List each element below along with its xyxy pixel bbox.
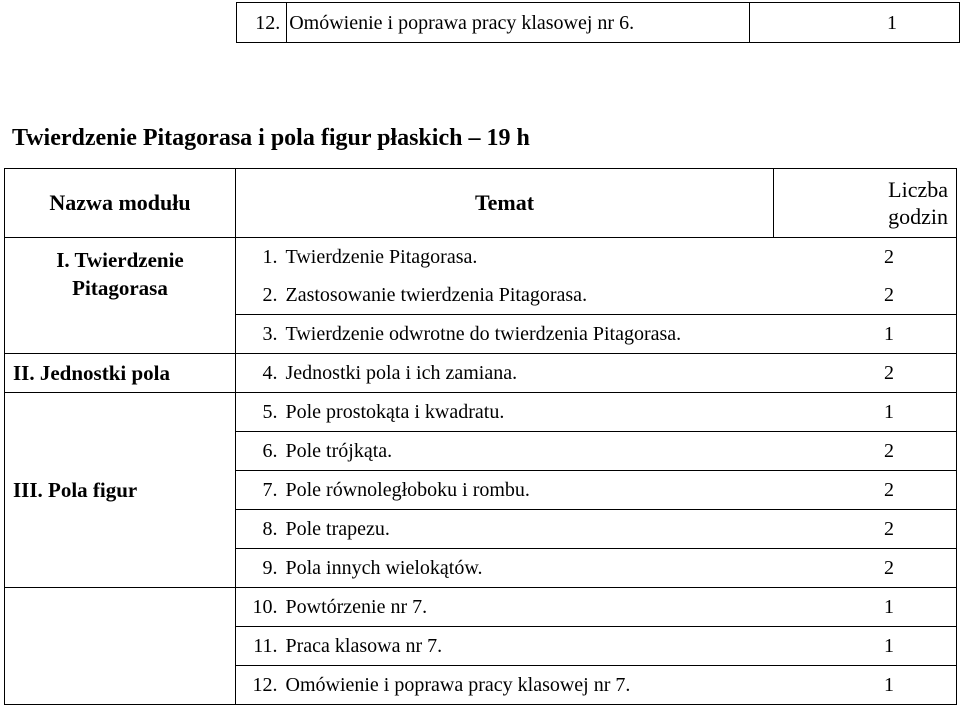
lesson-hours: 2 [774,276,957,315]
lesson-hours: 2 [774,238,957,277]
module-name [5,238,236,354]
hours-header-line2: godzin [888,204,948,229]
lesson-topic: Omówienie i poprawa pracy klasowej nr 7. [284,666,774,705]
lesson-number: 2. [236,276,284,315]
hours-header-line1: Liczba [888,177,948,202]
module-schedule-table [4,168,957,705]
table-row [5,588,957,627]
lesson-number: 6. [236,432,284,471]
table-row [237,3,960,43]
header-row [5,169,957,238]
table-row [5,238,957,277]
lesson-number: 12. [237,3,287,43]
lesson-number: 4. [236,354,284,393]
lesson-hours: 2 [774,471,957,510]
lesson-number: 10. [236,588,284,627]
lesson-hours: 1 [774,666,957,705]
table-row [5,354,957,393]
lesson-topic: Jednostki pola i ich zamiana. [284,354,774,393]
lesson-hours: 1 [774,588,957,627]
lesson-hours: 1 [750,3,960,43]
lesson-topic: Pola innych wielokątów. [284,549,774,588]
lesson-hours: 2 [774,510,957,549]
lesson-number: 5. [236,393,284,432]
hours-column-header [774,169,957,238]
topic-column-header: Temat [236,169,774,238]
previous-module-table [236,2,960,43]
lesson-topic: Pole trapezu. [284,510,774,549]
table-row [5,393,957,432]
module-name-empty [5,588,236,705]
lesson-topic: Pole równoległoboku i rombu. [284,471,774,510]
module-name-line2: Pitagorasa [72,276,168,300]
lesson-topic: Praca klasowa nr 7. [284,627,774,666]
lesson-hours: 1 [774,627,957,666]
lesson-topic: Pole trójkąta. [284,432,774,471]
lesson-number: 1. [236,238,284,277]
lesson-topic: Twierdzenie Pitagorasa. [284,238,774,277]
module-name: II. Jednostki pola [5,354,236,393]
lesson-hours: 2 [774,354,957,393]
module-name-line1: I. Twierdzenie [56,248,184,272]
section-heading: Twierdzenie Pitagorasa i pola figur płaskich – 19 h [12,125,530,151]
lesson-hours: 1 [774,393,957,432]
lesson-number: 11. [236,627,284,666]
lesson-topic: Twierdzenie odwrotne do twierdzenia Pitagorasa. [284,315,774,354]
lesson-hours: 2 [774,432,957,471]
lesson-topic: Omówienie i poprawa pracy klasowej nr 6. [287,3,750,43]
module-name: III. Pola figur [5,393,236,588]
lesson-topic: Pole prostokąta i kwadratu. [284,393,774,432]
lesson-topic: Powtórzenie nr 7. [284,588,774,627]
module-column-header: Nazwa modułu [5,169,236,238]
lesson-number: 12. [236,666,284,705]
lesson-hours: 1 [774,315,957,354]
lesson-topic: Zastosowanie twierdzenia Pitagorasa. [284,276,774,315]
lesson-hours: 2 [774,549,957,588]
lesson-number: 9. [236,549,284,588]
lesson-number: 8. [236,510,284,549]
lesson-number: 7. [236,471,284,510]
lesson-number: 3. [236,315,284,354]
